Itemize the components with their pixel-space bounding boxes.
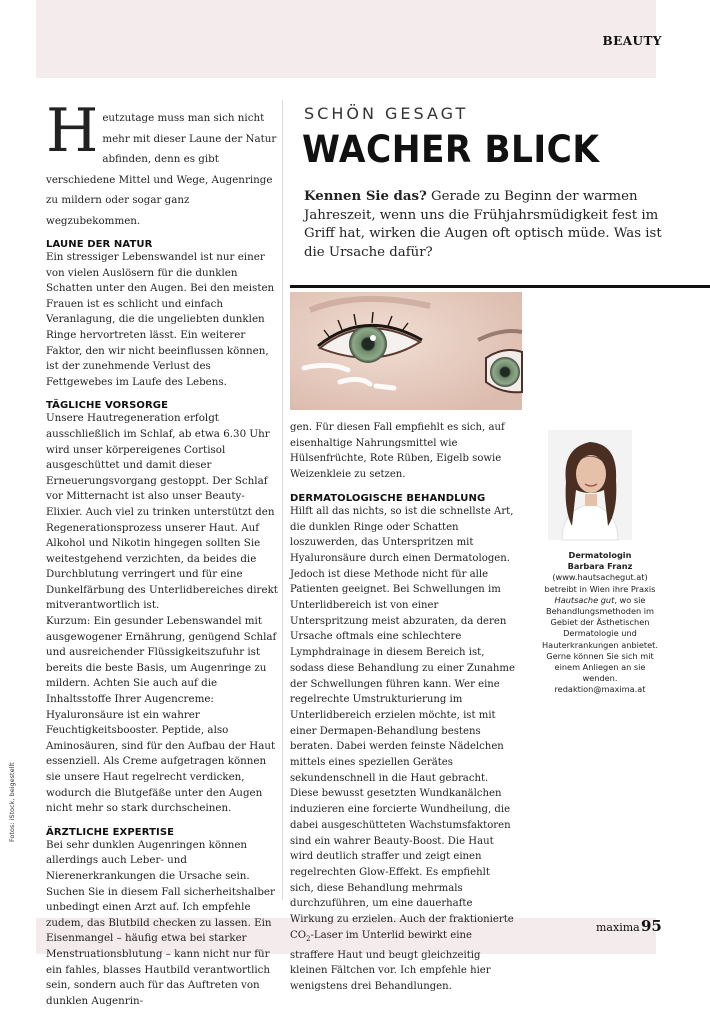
body-laune-der-natur: Ein stressiger Lebenswandel ist nur einer von vielen Auslösern für die dunklen Schatten unter den Augen. Bei den meisten Frauen ist es schlicht und einfach Veranlagung, die die ungeliebten dunklen Ringe hervortreten lässt. Ein weiterer Faktor, den wir nicht beeinflussen können, ist der zunehmende Verlust des Fettgewebes im Laufe des Lebens.: [46, 251, 275, 388]
expert-contact-note: Gerne können Sie sich mit einem Anliegen an sie wenden.: [546, 650, 654, 684]
intro-text: eutzutage muss man sich nicht mehr mit dieser Laune der Natur abfinden, denn es gibt verschiedene Mittel und Wege, Augenringe zu mildern oder sogar ganz wegzubekommen.: [46, 112, 277, 227]
expert-role: Dermatologin: [568, 550, 632, 560]
body-derm-part-b: -Laser im Unterlid bewirkt eine straffere Haut und beugt gleichzeitig kleinen Fältchen vor. Ich empfehle hier wenigstens drei Behandlungen.: [290, 929, 491, 992]
body-derm-part-a: Hilft all das nichts, so ist die schnellste Art, die dunklen Ringe oder Schatten loszuwerden, das Unterspritzen mit Hyaluronsäure durch einen Dermatologen. Jedoch ist diese Methode nicht für alle Patienten geeignet. Bei Schwellungen im Unterlidbereich ist von einer Unterspritzung meist abzuraten, da deren Ursache oftmals eine schlechtere Lymphdrainage in diesem Bereich ist, sodass diese Behandlung zu einer Zunahme der Schwellungen führen kann. Wer eine regelrechte Umstrukturierung im Unterlidbereich erzielen möchte, ist mit einer Dermapen-Behandlung bestens beraten. Dabei werden feinste Nädelchen mittels eines speziellen Gerätes sekundenschnell in die Haut gebracht. Diese bewusst gesetzten Wundkanälchen induzieren eine forcierte Wundheilung, die dabei ausgeschütteten Wachstumsfaktoren sind ein wahrer Beauty-Boost. Die Haut wird deutlich straffer und zeigt einen regelrechten Glow-Effekt. Es empfiehlt sich, diese Behandlung mehrmals durchzuführen, um eine dauerhafte Wirkung zu erzielen. Auch der fraktionierte CO: [290, 505, 515, 941]
article-lead: [304, 188, 662, 262]
drop-cap: H: [46, 96, 99, 166]
section-label: BEAUTY: [602, 34, 662, 48]
body-taegliche-vorsorge: Unsere Hautregeneration erfolgt ausschließlich im Schlaf, ab etwa 6.30 Uhr wird unser körpereigenes Cortisol ausgeschüttet und damit dieser Erneuerungsvorgang gestoppt. Der Schlaf vor Mitternacht ist also unser Beauty-Elixier. Auch viel zu trinken unterstützt den Regenerationsprozess unserer Haut. Auf Alkohol und Nikotin hingegen sollten Sie weitestgehend verzichten, da beides die Durchblutung verringert und für eine Dunkelfärbung des Unterlidbereiches direkt mitverantwortlich ist.: [46, 412, 278, 612]
eye-photo: [290, 292, 522, 410]
body-aerztliche-expertise: Bei sehr dunklen Augenringen können allerdings auch Leber- und Nierenerkrankungen die Ursache sein. Suchen Sie in diesem Fall sicherheitshalber unbedingt einen Arzt auf. Ich empfehle zudem, das Blutbild checken zu lassen. Ein Eisenmangel – häufig etwa bei starker Menstruationsblutung – kann nicht nur für ein fahles, blasses Hautbild verantwortlich sein, sondern auch für das Auftreten von dunklen Augenrin-: [46, 838, 275, 1007]
subhead-dermatologische-behandlung: DERMATOLOGISCHE BEHANDLUNG: [290, 492, 486, 504]
page-number: 95: [641, 917, 662, 935]
body-dermatologische-behandlung: [290, 504, 516, 995]
expert-portrait: [548, 430, 632, 540]
expert-desc-1: betreibt in Wien ihre Praxis: [544, 583, 656, 594]
subhead-aerztliche-expertise: ÄRZTLICHE EXPERTISE: [46, 826, 175, 838]
expert-practice: Hautsache gut: [554, 594, 615, 605]
photo-credit: Fotos: iStock, beigestellt: [8, 762, 16, 842]
lead-bold: Kennen Sie das?: [304, 189, 427, 204]
eye-illustration: [290, 292, 522, 410]
expert-desc-2: , wo sie Behandlungsmethoden im Gebiet der Ästhetischen Dermatologie und Hauterkrankungen anbietet.: [542, 594, 658, 650]
headline-rule: [290, 285, 710, 288]
left-column: [46, 96, 278, 1009]
footer-brand: maxima: [596, 921, 640, 934]
body-continuation: gen. Für diesen Fall empfiehlt es sich, auf eisenhaltige Nahrungsmittel wie Hülsenfrüchte, Rote Rüben, Eigelb sowie Weizenkleie zu setzen.: [290, 422, 505, 481]
expert-email: redaktion@maxima.at: [554, 684, 646, 695]
expert-description: [536, 584, 664, 651]
subhead-taegliche-vorsorge: TÄGLICHE VORSORGE: [46, 400, 169, 412]
top-color-band: [36, 0, 656, 78]
expert-sidebar: [536, 430, 664, 696]
expert-name: Barbara Franz: [567, 561, 633, 572]
article-headline: WACHER BLICK: [302, 128, 600, 171]
co2-subscript: 2: [306, 934, 311, 943]
subhead-laune-der-natur: LAUNE DER NATUR: [46, 239, 153, 250]
intro-paragraph: [46, 96, 278, 229]
article-kicker: SCHÖN GESAGT: [304, 104, 469, 123]
body-taegliche-vorsorge-2: Kurzum: Ein gesunder Lebenswandel mit ausgewogener Ernährung, genügend Schlaf und ausreichender Flüssigkeitszufuhr ist bereits die beste Basis, um Augenringe zu mildern. Achten Sie auch auf die Inhaltsstoffe Ihrer Augencreme: Hyaluronsäure ist ein wahrer Feuchtigkeitsbooster. Peptide, also Aminosäuren, sind für den Aufbau der Haut essenziell. Als Creme aufgetragen können sie unsere Haut regelrecht verdicken, wodurch die Blutgefäße unter den Augen nicht mehr so stark durchscheinen.: [46, 615, 277, 815]
lead-rest: Gerade zu Beginn der warmen Jahreszeit, wenn uns die Frühjahrsmüdigkeit fest im Griff hat, wirken die Augen oft optisch müde. Was ist die Ursache dafür?: [304, 189, 662, 260]
column-divider: [282, 100, 283, 900]
portrait-illustration: [548, 430, 632, 540]
expert-caption: [536, 550, 664, 696]
middle-column: [290, 420, 516, 995]
expert-website: (www.hautsachegut.at): [552, 572, 648, 583]
